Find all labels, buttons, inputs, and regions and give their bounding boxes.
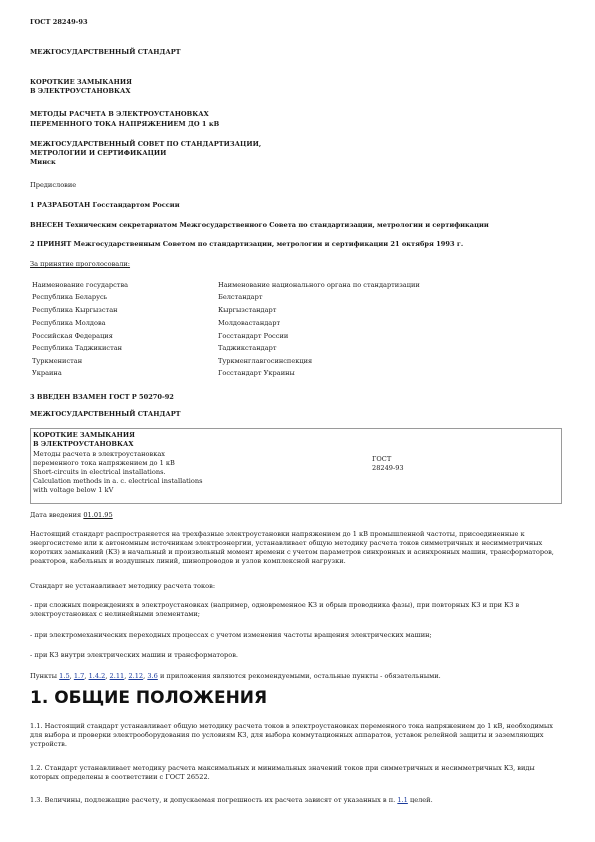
section-1-3-end: целей. bbox=[409, 796, 433, 804]
table-cell: Госстандарт Украины bbox=[218, 369, 295, 377]
city: Минск bbox=[30, 158, 56, 166]
box-title-2: В ЭЛЕКТРОУСТАНОВКАХ bbox=[33, 440, 134, 448]
table-cell: Республика Таджикистан bbox=[32, 344, 123, 352]
link-3-6[interactable]: 3.6 bbox=[147, 672, 158, 680]
box-line-1: Методы расчета в электроустановках bbox=[33, 450, 166, 458]
table-cell: Таджикстандарт bbox=[218, 344, 277, 352]
table-cell: Туркменглавгосинспекция bbox=[218, 357, 313, 365]
standard-type-2: МЕЖГОСУДАРСТВЕННЫЙ СТАНДАРТ bbox=[30, 410, 181, 418]
section-1-2: 1.2. Стандарт устанавливает методику расчета максимальных и минимальных значений токов при симметричных и несимметричных КЗ, виды которых определены в соответствии с ГОСТ 26522. bbox=[30, 764, 535, 781]
table-cell: Российская Федерация bbox=[32, 332, 113, 340]
box-line-2: переменного тока напряжением до 1 кВ bbox=[33, 459, 175, 467]
table-cell: Республика Молдова bbox=[32, 319, 106, 327]
points-suffix: и приложения являются рекомендуемыми, остальные пункты - обязательными. bbox=[159, 672, 441, 680]
voted-label: За принятие проголосовали: bbox=[30, 260, 131, 268]
subtitle-line-1: МЕТОДЫ РАСЧЕТА В ЭЛЕКТРОУСТАНОВКАХ bbox=[30, 110, 209, 118]
date-value: 01.01.95 bbox=[83, 511, 113, 519]
box-line-5: with voltage below 1 kV bbox=[33, 486, 114, 494]
box-line-3: Short-circuits in electrical installations. bbox=[33, 468, 166, 476]
section-1-3-text: 1.3. Величины, подлежащие расчету, и допускаемая погрешность их расчета зависят от указанных в п. bbox=[30, 796, 396, 804]
points-line: Пункты 1.5, 1.7, 1.4.2, 2.11, 2.12, 3.6 и приложения являются рекомендуемыми, остальные пункты - обязательными. bbox=[30, 672, 441, 680]
section-1-1: 1.1. Настоящий стандарт устанавливает общую методику расчета токов в электроустановках переменного тока напряжением до 1 кВ, необходимых для выбора и проверки электрооборудования по условиям КЗ, для выбора коммутационных аппаратов, уставок релейной защиты и заземляющих устройств. bbox=[30, 722, 553, 748]
table-cell: Кыргызстандарт bbox=[218, 306, 277, 314]
table-cell: Украина bbox=[32, 369, 62, 377]
box-line-4: Calculation methods in a. c. electrical installations bbox=[33, 477, 203, 485]
preface: Предисловие bbox=[30, 181, 77, 189]
link-1-7[interactable]: 1.7 bbox=[73, 672, 85, 680]
bullet-1: - при сложных повреждениях в электроустановках (например, одновременное КЗ и обрыв проводника фазы), при повторных КЗ и при КЗ в электроустановках с нелинейными элементами; bbox=[30, 601, 520, 618]
link-1-1[interactable]: 1.1 bbox=[397, 796, 408, 804]
box-gost-number: 28249-93 bbox=[372, 464, 404, 472]
table-cell: Госстандарт России bbox=[218, 332, 289, 340]
table-cell: Туркменистан bbox=[32, 357, 83, 365]
title-line-1: КОРОТКИЕ ЗАМЫКАНИЯ bbox=[30, 78, 132, 86]
council-line-2: МЕТРОЛОГИИ И СЕРТИФИКАЦИИ bbox=[30, 149, 167, 157]
title-line-2: В ЭЛЕКТРОУСТАНОВКАХ bbox=[30, 87, 131, 95]
table-cell: Белстандарт bbox=[218, 293, 263, 301]
para-2: 2 ПРИНЯТ Межгосударственным Советом по стандартизации, метрологии и сертификации 21 октября 1993 г. bbox=[30, 240, 464, 248]
link-2-11[interactable]: 2.11 bbox=[109, 672, 125, 680]
table-cell: Молдовастандарт bbox=[218, 319, 281, 327]
council-line-1: МЕЖГОСУДАРСТВЕННЫЙ СОВЕТ ПО СТАНДАРТИЗАЦИИ, bbox=[30, 140, 262, 148]
box-gost: ГОСТ bbox=[372, 455, 392, 463]
date-row bbox=[30, 511, 113, 520]
not-set-text: Стандарт не устанавливает методику расчета токов: bbox=[30, 582, 216, 590]
points-prefix: Пункты bbox=[30, 672, 58, 680]
table-cell: Республика Беларусь bbox=[32, 293, 108, 301]
section-1-3 bbox=[30, 796, 433, 805]
subtitle-line-2: ПЕРЕМЕННОГО ТОКА НАПРЯЖЕНИЕМ ДО 1 кВ bbox=[30, 120, 220, 128]
section-heading: 1. ОБЩИЕ ПОЛОЖЕНИЯ bbox=[30, 688, 268, 708]
date-label: Дата введения bbox=[30, 511, 82, 519]
intro-paragraph: Настоящий стандарт распространяется на трехфазные электроустановки напряжением до 1 кВ промышленной частоты, присоединенные к энергосистеме или к автономным источникам электроэнергии, устанавливает общую методику расчета токов симметричных и несимметричных коротких замыканий (КЗ) в начальный и произвольный момент времени с учетом параметров синхронных и асинхронных машин, трансформаторов, реакторов, кабельных и воздушных линий, шинопроводов и узлов комплексной нагрузки. bbox=[30, 530, 554, 565]
link-2-12[interactable]: 2.12 bbox=[128, 672, 144, 680]
link-1-5[interactable]: 1.5 bbox=[59, 672, 70, 680]
doc-id: ГОСТ 28249-93 bbox=[30, 18, 88, 26]
para-3: 3 ВВЕДЕН ВЗАМЕН ГОСТ Р 50270-92 bbox=[30, 393, 174, 401]
box-title-1: КОРОТКИЕ ЗАМЫКАНИЯ bbox=[33, 431, 135, 439]
para-1: 1 РАЗРАБОТАН Госстандартом России bbox=[30, 201, 180, 209]
table-header: Наименование государства bbox=[32, 281, 129, 289]
bullet-3: - при КЗ внутри электрических машин и трансформаторов. bbox=[30, 651, 239, 659]
para-vnesen: ВНЕСЕН Техническим секретариатом Межгосударственного Совета по стандартизации, метрологии и сертификации bbox=[30, 221, 489, 229]
bullet-2: - при электромеханических переходных процессах с учетом изменения частоты вращения электрических машин; bbox=[30, 631, 432, 639]
link-1-4-2[interactable]: 1.4.2 bbox=[88, 672, 106, 680]
standard-type: МЕЖГОСУДАРСТВЕННЫЙ СТАНДАРТ bbox=[30, 48, 181, 56]
table-cell: Республика Кыргызстан bbox=[32, 306, 118, 314]
table-header: Наименование национального органа по стандартизации bbox=[218, 281, 420, 289]
